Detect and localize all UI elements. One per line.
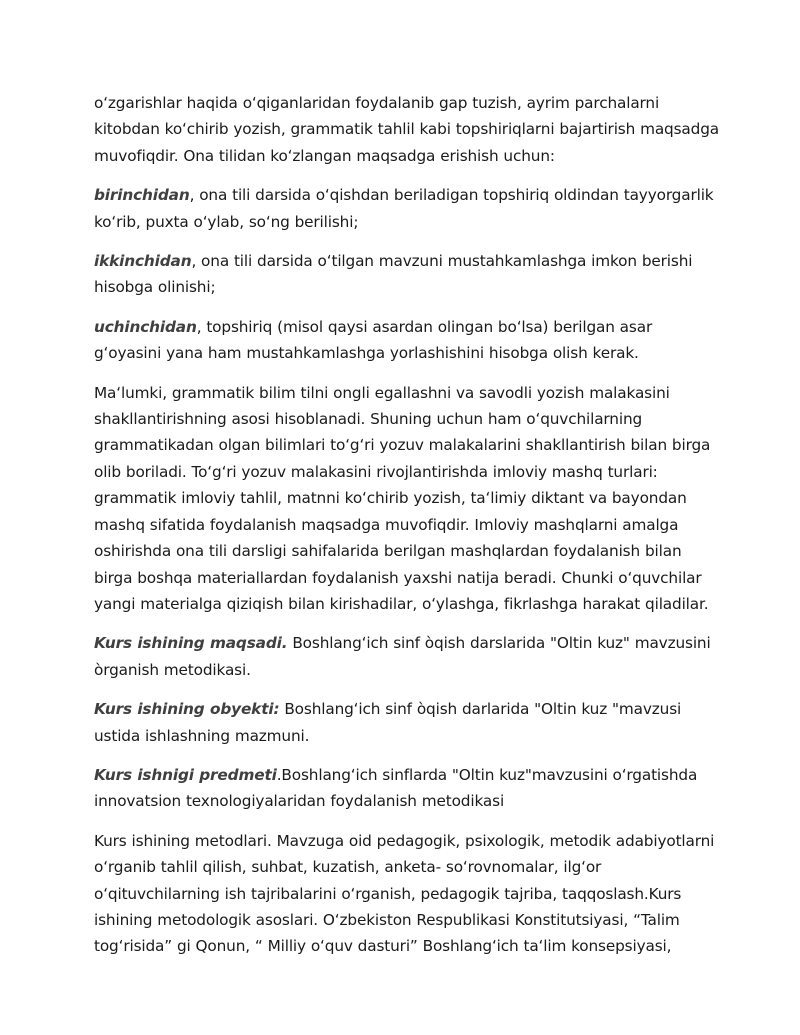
paragraph-text: Boshlangʻich sinf òqish darslarida "Oltin kuz" mavzusini òrganish metodikasi. [94,634,711,679]
paragraph-text: , ona tili darsida oʻqishdan beriladigan topshiriq oldindan tayyorgarlik koʻrib, puxta oʻylab, soʻng berilishi; [94,186,714,231]
course-object-paragraph [94,696,720,749]
document-page [94,90,720,973]
paragraph-lead: birinchidan [94,186,190,205]
paragraph-text: Kurs ishining metodlari. Mavzuga oid pedagogik, psixologik, metodik adabiyotlarni oʻrganib tahlil qilish, suhbat, kuzatish, anketa- soʻrovnomalar, ilgʻor oʻqituvchilarning ish tajribalarini oʻrganish, pedagogik tajriba, taqqoslash.Kurs ishining metodologik asoslari. Oʻzbekiston Respublikasi Konstitutsiyasi, “Talim togʻrisida” gi Qonun, “ Milliy oʻquv dasturi” Boshlangʻich taʻlim konsepsiyasi, [94,831,715,956]
paragraph-lead: uchinchidan [94,317,197,336]
paragraph-lead: ikkinchidan [94,252,192,271]
paragraph-text: oʻzgarishlar haqida oʻqiganlaridan foydalanib gap tuzish, ayrim parchalarni kitobdan koʻchirib yozish, grammatik tahlil kabi topshiriqlarni bajartirish maqsadga muvofiqdir. Ona tilidan koʻzlangan maqsadga erishish uchun: [94,94,719,165]
paragraph-text: Boshlangʻich sinf òqish darlarida "Oltin kuz "mavzusi ustida ishlashning mazmuni. [94,700,682,745]
paragraph-text: Maʻlumki, grammatik bilim tilni ongli egallashni va savodli yozish malakasini shakllantirishning asosi hisoblanadi. Shuning uchun ham oʻquvchilarning grammatikadan olgan bilimlari toʻgʻri yozuv malakalarini shakllantirish bilan birga olib boriladi. Toʻgʻri yozuv malakasini rivojlantirishda imloviy mashq turlari: grammatik imloviy tahlil, matnni koʻchirib yozish, taʻlimiy diktant va bayondan mashq sifatida foydalanish maqsadga muvofiqdir. Imloviy mashqlarni amalga oshirishda ona tili darsligi sahifalarida berilgan mashqlardan foydalanish bilan birga boshqa materiallardan foydalanish yaxshi natija beradi. Chunki oʻquvchilar yangi materialga qiziqish bilan kirishadilar, oʻylashga, fikrlashga harakat qiladilar. [94,383,711,613]
course-subject-paragraph [94,762,720,815]
paragraph-text: , topshiriq (misol qaysi asardan olingan boʻlsa) berilgan asar gʻoyasini yana ham mustahkamlashga yorlashishini hisobga olish kerak. [94,317,653,363]
second-point-paragraph [94,248,720,301]
course-goal-paragraph [94,630,720,683]
course-methods-paragraph [94,828,720,960]
paragraph-text: , ona tili darsida oʻtilgan mavzuni mustahkamlashga imkon berishi hisobga olinishi; [94,252,693,297]
paragraph-lead: Kurs ishining obyekti: [94,700,280,719]
third-point-paragraph [94,314,720,367]
grammar-knowledge-paragraph [94,380,720,618]
paragraph-text: .Boshlangʻich sinflarda "Oltin kuz"mavzusini oʻrgatishda innovatsion texnologiyalaridan foydalanish metodikasi [94,765,698,811]
paragraph-lead: Kurs ishnigi predmeti [94,765,277,784]
first-point-paragraph [94,182,720,235]
intro-paragraph [94,90,720,169]
paragraph-lead: Kurs ishining maqsadi. [94,634,288,653]
